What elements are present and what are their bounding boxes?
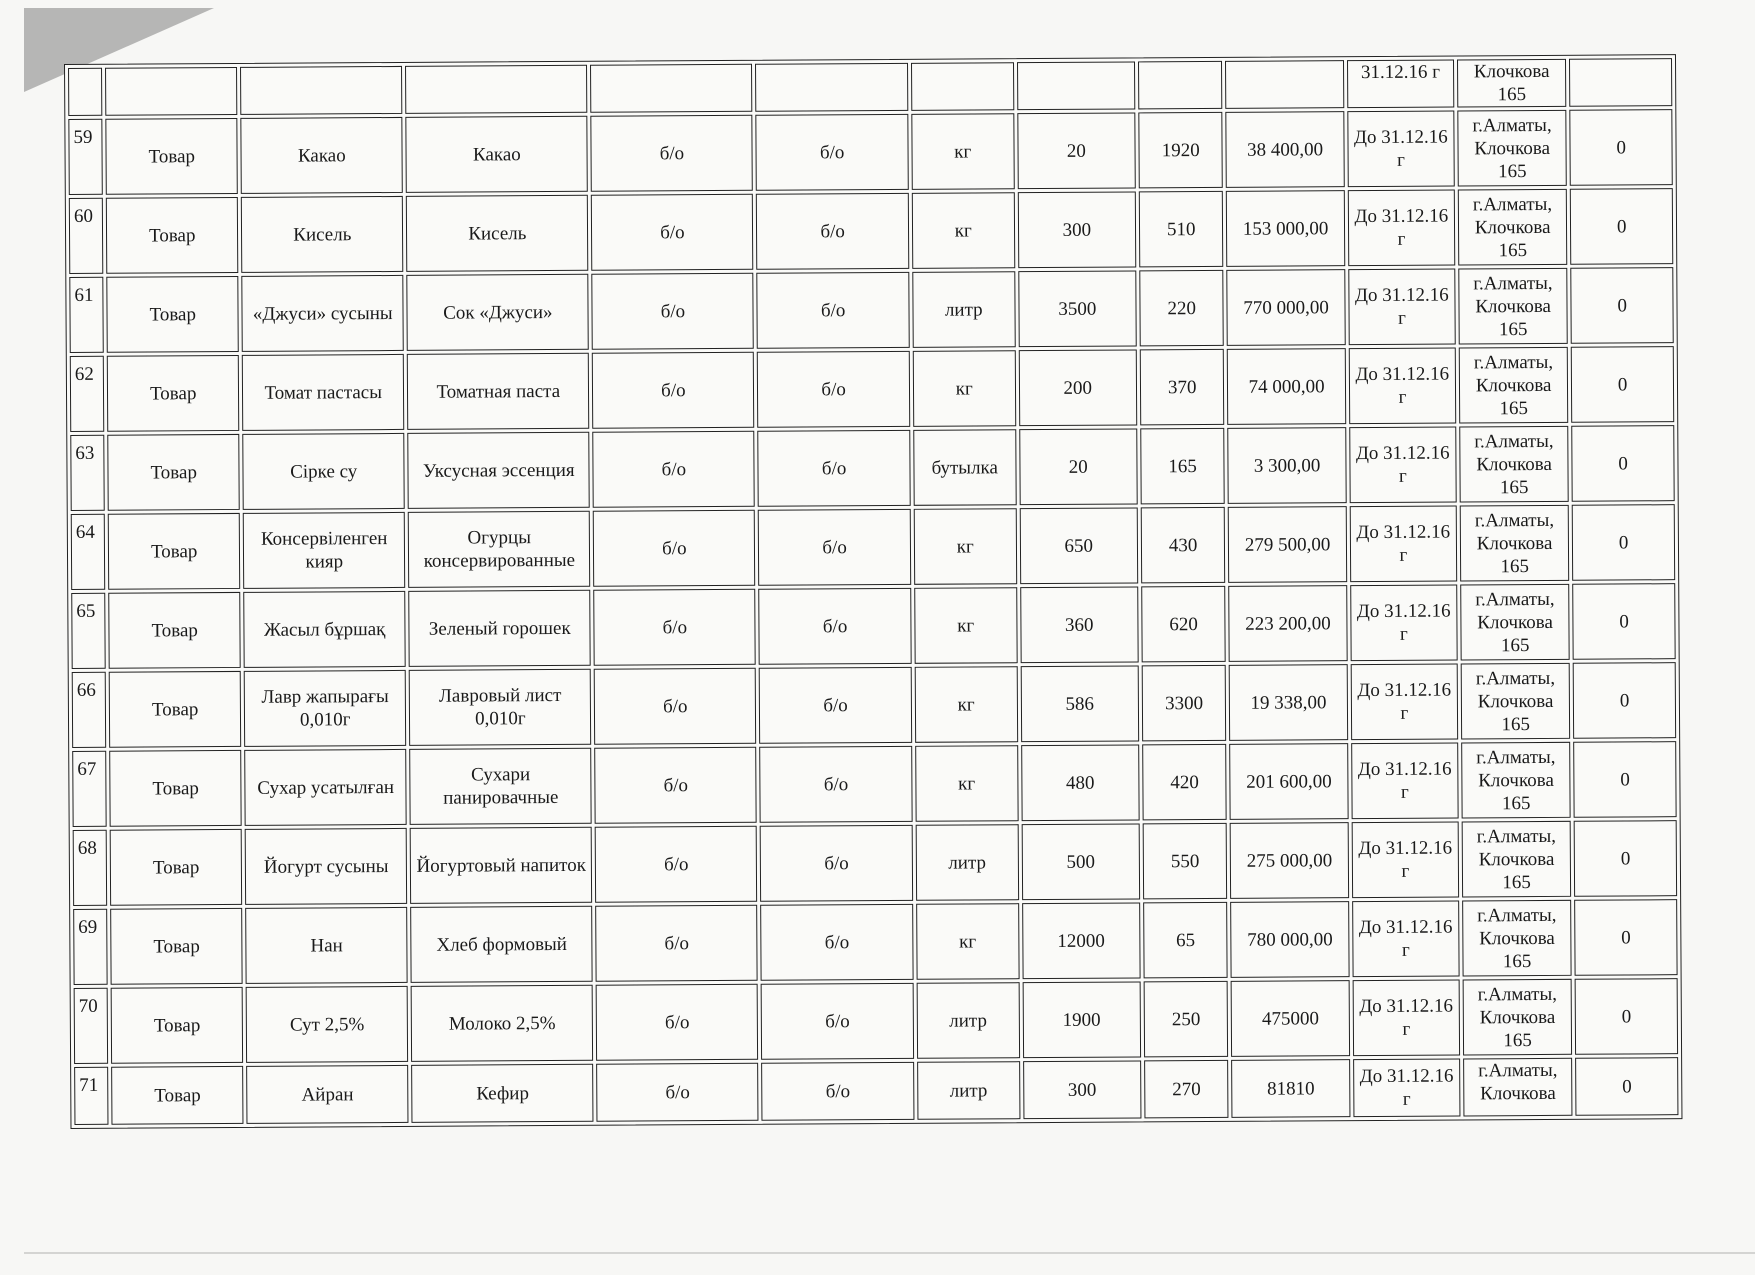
- cell-number: 63: [70, 435, 105, 511]
- cell-name-ru: Молоко 2,5%: [411, 985, 594, 1062]
- cell-empty: [405, 65, 588, 114]
- scan-edge-line: [24, 1252, 1755, 1254]
- cell-unit: литр: [917, 982, 1020, 1059]
- cell-characteristic-2: б/о: [761, 983, 914, 1060]
- cell-delivery-term: До 31.12.16 г: [1352, 900, 1460, 977]
- cell-name-kz: Лавр жапырағы 0,010г: [244, 670, 406, 747]
- cell-advance: 0: [1575, 1057, 1678, 1116]
- cell-unit: кг: [911, 113, 1014, 190]
- cell-delivery-place: г.Алматы, Клочкова: [1463, 1058, 1573, 1117]
- cell-name-kz: Йогурт сусыны: [245, 828, 407, 905]
- cell-name-ru: Уксусная эссенция: [407, 432, 590, 509]
- cell-price: 620: [1141, 586, 1226, 663]
- procurement-table: [64, 54, 1682, 1129]
- cell-characteristic-2: б/о: [758, 509, 911, 586]
- cell-name-ru: Йогуртовый напиток: [410, 827, 593, 904]
- cell-characteristic-2: б/о: [757, 351, 910, 428]
- table-row: [73, 820, 1677, 906]
- cell-characteristic-2: б/о: [758, 430, 911, 507]
- cell-characteristic: б/о: [596, 984, 758, 1061]
- cell-name-kz: Сут 2,5%: [246, 986, 408, 1063]
- cell-characteristic-2: б/о: [757, 272, 910, 349]
- cell-quantity: 586: [1020, 665, 1139, 742]
- cell-empty: [240, 66, 402, 115]
- cell-name-kz: Томат пастасы: [242, 354, 404, 431]
- cell-quantity: 480: [1021, 744, 1140, 821]
- cell-sum: 74 000,00: [1227, 348, 1346, 425]
- cell-sum: 275 000,00: [1230, 822, 1349, 899]
- cell-number: 70: [74, 988, 109, 1064]
- cell-delivery-place: г.Алматы, Клочкова 165: [1461, 663, 1571, 740]
- cell-number: 62: [70, 356, 105, 432]
- cell-price: 420: [1142, 744, 1227, 821]
- cell-delivery-term: До 31.12.16 г: [1348, 269, 1456, 346]
- cell-advance: 0: [1570, 109, 1673, 186]
- cell-delivery-term: До 31.12.16 г: [1350, 506, 1458, 583]
- cell-number: 64: [71, 514, 106, 590]
- cell-name-kz: Сухар усатылған: [245, 749, 407, 826]
- cell-type: Товар: [106, 276, 239, 353]
- table-row: [69, 188, 1673, 274]
- procurement-table-sheet: [64, 54, 1682, 1129]
- cell-name-kz: Какао: [241, 117, 403, 194]
- cell-quantity: 20: [1019, 428, 1138, 505]
- cell-empty: [1017, 61, 1136, 110]
- cell-quantity: 3500: [1018, 270, 1137, 347]
- table-row: [72, 662, 1676, 748]
- cell-advance: 0: [1574, 820, 1677, 897]
- cell-unit: литр: [912, 271, 1015, 348]
- cell-unit: литр: [916, 824, 1019, 901]
- cell-characteristic-2: б/о: [760, 904, 913, 981]
- cell-name-kz: Нан: [246, 907, 408, 984]
- cell-sum: 38 400,00: [1226, 111, 1345, 188]
- cell-delivery-term: До 31.12.16 г: [1351, 742, 1459, 819]
- cell-name-ru: Зеленый горошек: [408, 590, 591, 667]
- cell-delivery-place: г.Алматы, Клочкова 165: [1463, 979, 1573, 1056]
- cell-advance: 0: [1572, 504, 1675, 581]
- cell-type: Товар: [106, 118, 239, 195]
- cell-delivery-place: г.Алматы, Клочкова 165: [1458, 189, 1568, 266]
- cell-characteristic-2: б/о: [756, 114, 909, 191]
- cell-name-kz: «Джуси» сусыны: [242, 275, 404, 352]
- cell-delivery-place: Клочкова 165: [1457, 59, 1567, 108]
- cell-sum: 279 500,00: [1228, 506, 1347, 583]
- cell-unit: кг: [915, 745, 1018, 822]
- cell-characteristic: б/о: [591, 115, 753, 192]
- cell-name-ru: Хлеб формовый: [410, 906, 593, 983]
- cell-delivery-place: г.Алматы, Клочкова 165: [1462, 821, 1572, 898]
- cell-price: 550: [1143, 823, 1228, 900]
- cell-quantity: 500: [1021, 823, 1140, 900]
- cell-empty: [1225, 60, 1344, 109]
- table-row: [70, 346, 1674, 432]
- cell-number: 61: [69, 277, 104, 353]
- cell-type: Товар: [110, 829, 243, 906]
- cell-quantity: 20: [1017, 112, 1136, 189]
- cell-name-kz: Жасыл бұршақ: [244, 591, 406, 668]
- cell-name-ru: Томатная паста: [407, 353, 590, 430]
- cell-price: 270: [1144, 1060, 1229, 1119]
- cell-sum: 223 200,00: [1229, 585, 1348, 662]
- cell-price: 250: [1144, 981, 1229, 1058]
- cell-delivery-place: г.Алматы, Клочкова 165: [1458, 268, 1568, 345]
- cell-type: Товар: [109, 671, 242, 748]
- cell-empty: [1569, 58, 1672, 107]
- cell-delivery-place: г.Алматы, Клочкова 165: [1459, 347, 1569, 424]
- cell-quantity: 360: [1020, 586, 1139, 663]
- cell-delivery-term: До 31.12.16 г: [1351, 663, 1459, 740]
- cell-number: 66: [72, 672, 107, 748]
- cell-delivery-place: г.Алматы, Клочкова 165: [1461, 742, 1571, 819]
- cell-number: 68: [73, 830, 108, 906]
- cell-name-ru: Сок «Джуси»: [406, 274, 589, 351]
- cell-price: 165: [1140, 428, 1225, 505]
- cell-sum: 780 000,00: [1230, 901, 1349, 978]
- cell-type: Товар: [108, 592, 241, 669]
- cell-sum: 19 338,00: [1229, 664, 1348, 741]
- cell-quantity: 1900: [1022, 981, 1141, 1058]
- cell-delivery-term: До 31.12.16 г: [1351, 821, 1459, 898]
- cell-quantity: 300: [1023, 1060, 1142, 1119]
- cell-unit: литр: [917, 1061, 1020, 1120]
- cell-quantity: 650: [1019, 507, 1138, 584]
- cell-price: 220: [1139, 270, 1224, 347]
- cell-delivery-place: г.Алматы, Клочкова 165: [1462, 900, 1572, 977]
- cell-name-kz: Сірке су: [243, 433, 405, 510]
- cell-unit: кг: [916, 903, 1019, 980]
- cell-advance: 0: [1572, 425, 1675, 502]
- cell-delivery-place: г.Алматы, Клочкова 165: [1457, 110, 1567, 187]
- cell-delivery-place: г.Алматы, Клочкова 165: [1459, 426, 1569, 503]
- cell-sum: 153 000,00: [1226, 190, 1345, 267]
- cell-characteristic-2: б/о: [759, 667, 912, 744]
- cell-delivery-term: До 31.12.16 г: [1349, 348, 1457, 425]
- cell-characteristic: б/о: [593, 510, 755, 587]
- cell-characteristic-2: б/о: [761, 1062, 914, 1121]
- cell-characteristic: б/о: [593, 431, 755, 508]
- cell-characteristic: б/о: [594, 589, 756, 666]
- cell-quantity: 300: [1017, 191, 1136, 268]
- cell-name-ru: Кисель: [406, 195, 589, 272]
- cell-delivery-term: До 31.12.16 г: [1348, 190, 1456, 267]
- cell-name-ru: Кефир: [411, 1064, 594, 1123]
- cell-characteristic: б/о: [596, 905, 758, 982]
- cell-type: Товар: [110, 908, 243, 985]
- cell-name-kz: Кисель: [241, 196, 403, 273]
- cell-characteristic-2: б/о: [756, 193, 909, 270]
- cell-type: Товар: [108, 513, 241, 590]
- cell-name-kz: Айран: [246, 1065, 408, 1124]
- cell-delivery-place: г.Алматы, Клочкова 165: [1460, 584, 1570, 661]
- cell-unit: кг: [913, 350, 1016, 427]
- cell-advance: 0: [1573, 741, 1676, 818]
- cell-price: 510: [1139, 191, 1224, 268]
- cell-characteristic: б/о: [595, 747, 757, 824]
- cell-number: 67: [72, 751, 107, 827]
- cell-empty: [911, 62, 1014, 111]
- cell-type: Товар: [111, 1066, 244, 1125]
- cell-characteristic: б/о: [597, 1063, 759, 1122]
- table-body: [68, 58, 1678, 1125]
- cell-type: Товар: [109, 750, 242, 827]
- cell-name-ru: Какао: [405, 116, 588, 193]
- cell-sum: 81810: [1231, 1059, 1350, 1118]
- cell-empty: [105, 67, 237, 116]
- cell-price: 370: [1140, 349, 1225, 426]
- cell-delivery-term: До 31.12.16 г: [1352, 979, 1460, 1056]
- cell-sum: 3 300,00: [1228, 427, 1347, 504]
- cell-type: Товар: [111, 987, 244, 1064]
- cell-number: 59: [68, 119, 103, 195]
- cell-number: 65: [71, 593, 106, 669]
- cell-type: Товар: [107, 355, 240, 432]
- table-row: [73, 899, 1677, 985]
- cell-empty: [1138, 61, 1223, 110]
- cell-price: 1920: [1138, 112, 1223, 189]
- cell-characteristic: б/о: [595, 826, 757, 903]
- cell-type: Товар: [107, 434, 240, 511]
- cell-delivery-term: До 31.12.16 г: [1347, 111, 1455, 188]
- table-row: [70, 425, 1674, 511]
- cell-empty: [590, 64, 752, 113]
- cell-price: 65: [1143, 902, 1228, 979]
- cell-unit: бутылка: [913, 429, 1016, 506]
- cell-delivery-term: До 31.12.16 г: [1350, 584, 1458, 661]
- cell-characteristic: б/о: [592, 273, 754, 350]
- cell-name-ru: Огурцы консервированные: [408, 511, 591, 588]
- cell-advance: 0: [1571, 346, 1674, 423]
- cell-number: 60: [69, 198, 104, 274]
- table-row-continued: [68, 58, 1672, 116]
- cell-type: Товар: [106, 197, 239, 274]
- cell-name-ru: Сухари панировачные: [409, 748, 592, 825]
- cell-characteristic: б/о: [591, 194, 753, 271]
- table-row: [71, 504, 1675, 590]
- cell-characteristic-2: б/о: [758, 588, 911, 665]
- cell-sum: 770 000,00: [1227, 269, 1346, 346]
- cell-characteristic-2: б/о: [760, 825, 913, 902]
- cell-advance: 0: [1574, 899, 1677, 976]
- cell-price: 3300: [1142, 665, 1227, 742]
- cell-price: 430: [1141, 507, 1226, 584]
- cell-delivery-term: До 31.12.16 г: [1353, 1058, 1460, 1117]
- cell-sum: 201 600,00: [1230, 743, 1349, 820]
- cell-advance: 0: [1570, 188, 1673, 265]
- cell-sum: 475000: [1231, 980, 1350, 1057]
- cell-unit: кг: [914, 508, 1017, 585]
- cell-quantity: 200: [1018, 349, 1137, 426]
- cell-quantity: 12000: [1022, 902, 1141, 979]
- cell-advance: 0: [1573, 583, 1676, 660]
- cell-characteristic-2: б/о: [759, 746, 912, 823]
- table-row: [74, 978, 1678, 1064]
- cell-empty: [68, 68, 102, 116]
- cell-unit: кг: [914, 587, 1017, 664]
- cell-name-ru: Лавровый лист 0,010г: [409, 669, 592, 746]
- cell-delivery-place: г.Алматы, Клочкова 165: [1460, 505, 1570, 582]
- table-row: [71, 583, 1675, 669]
- cell-advance: 0: [1573, 662, 1676, 739]
- table-row: [74, 1057, 1678, 1125]
- cell-advance: 0: [1575, 978, 1678, 1055]
- cell-number: 69: [73, 909, 108, 985]
- cell-delivery-term: 31.12.16 г: [1347, 60, 1454, 109]
- cell-delivery-term: До 31.12.16 г: [1349, 427, 1457, 504]
- table-row: [68, 109, 1672, 195]
- table-row: [69, 267, 1673, 353]
- cell-unit: кг: [912, 192, 1015, 269]
- cell-unit: кг: [915, 666, 1018, 743]
- cell-empty: [755, 63, 908, 112]
- cell-advance: 0: [1571, 267, 1674, 344]
- table-row: [72, 741, 1676, 827]
- cell-characteristic: б/о: [592, 352, 754, 429]
- cell-number: 71: [74, 1067, 109, 1125]
- cell-name-kz: Консервіленген кияр: [243, 512, 405, 589]
- cell-characteristic: б/о: [594, 668, 756, 745]
